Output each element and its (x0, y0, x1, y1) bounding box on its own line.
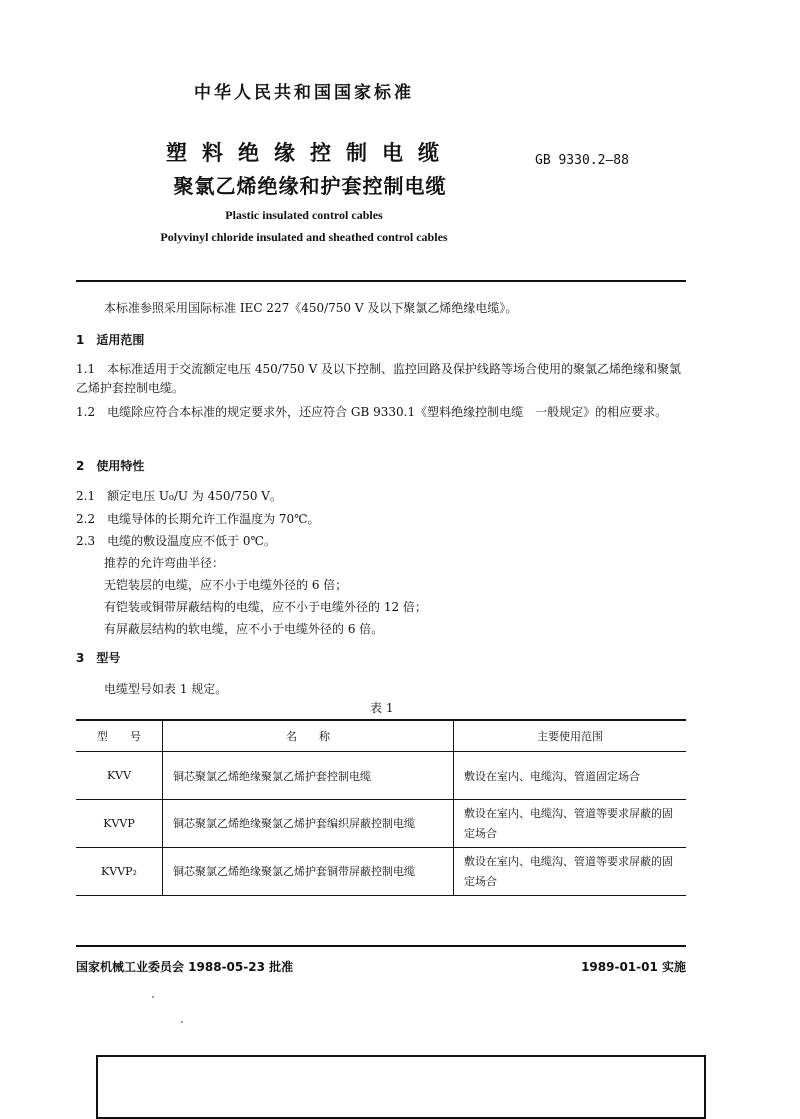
clause-2-2: 2.2 电缆导体的长期允许工作温度为 70℃。 (76, 512, 320, 526)
effective-date: 1989-01-01 实施 (581, 960, 686, 974)
clause-2-3-bend-a: 无铠装层的电缆，应不小于电缆外径的 6 倍； (104, 578, 348, 592)
section-3-text: 电缆型号如表 1 规定。 (104, 682, 228, 696)
cell-type: KVV (76, 752, 163, 800)
clause-2-1: 2.1 额定电压 U₀/U 为 450/750 V。 (76, 489, 282, 503)
clause-2-3-bend-b: 有铠装或铜带屏蔽结构的电缆，应不小于电缆外径的 12 倍； (104, 600, 427, 614)
table-header-type: 型 号 (76, 720, 163, 752)
issuing-authority: 中华人民共和国国家标准 (194, 83, 414, 103)
table-row (76, 800, 686, 848)
clause-2-3: 2.3 电缆的敷设温度应不低于 0℃。 (76, 534, 276, 548)
section-3-title: 3 型号 (76, 651, 121, 665)
title-en-main: Plastic insulated control cables (225, 208, 383, 222)
clause-2-3-bend-intro: 推荐的允许弯曲半径： (104, 556, 225, 570)
cell-name: 铜芯聚氯乙烯绝缘聚氯乙烯护套铜带屏蔽控制电缆 (163, 848, 454, 896)
cell-usage: 敷设在室内、电缆沟、管道等要求屏蔽的固定场合 (454, 848, 687, 896)
cell-type: KVVP (76, 800, 163, 848)
approval-line: 国家机械工业委员会 1988-05-23 批准 (76, 960, 294, 974)
footer-rule (76, 945, 686, 947)
table-header-usage: 主要使用范围 (454, 720, 687, 752)
intro-paragraph: 本标准参照采用国际标准 IEC 227《450/750 V 及以下聚氯乙烯绝缘电缆》。 (104, 301, 518, 315)
clause-1-2: 1.2 电缆除应符合本标准的规定要求外，还应符合 GB 9330.1《塑料绝缘控制电缆 一般规定》的相应要求。 (76, 405, 668, 419)
header-rule (76, 280, 686, 282)
title-cn-main: 塑料绝缘控制电缆 (166, 141, 454, 165)
cell-name: 铜芯聚氯乙烯绝缘聚氯乙烯护套控制电缆 (163, 752, 454, 800)
table-header-name: 名 称 (163, 720, 454, 752)
title-cn-sub: 聚氯乙烯绝缘和护套控制电缆 (173, 174, 447, 198)
table-row (76, 848, 686, 896)
table-header-row (76, 720, 686, 752)
cell-usage: 敷设在室内、电缆沟、管道固定场合 (454, 752, 687, 800)
cable-type-table (76, 719, 686, 896)
title-en-sub: Polyvinyl chloride insulated and sheathed control cables (160, 230, 448, 244)
scan-speck (181, 1021, 183, 1023)
cell-name: 铜芯聚氯乙烯绝缘聚氯乙烯护套编织屏蔽控制电缆 (163, 800, 454, 848)
table-caption: 表 1 (370, 701, 394, 715)
section-2-title: 2 使用特性 (76, 459, 145, 473)
table-row (76, 752, 686, 800)
cell-type: KVVP₂ (76, 848, 163, 896)
section-1-title: 1 适用范围 (76, 333, 145, 347)
clause-2-3-bend-c: 有屏蔽层结构的软电缆，应不小于电缆外径的 6 倍。 (104, 622, 384, 636)
clause-1-1: 1.1 本标准适用于交流额定电压 450/750 V 及以下控制、监控回路及保护线路等场合使用的聚氯乙烯绝缘和聚氯乙烯护套控制电缆。 (76, 362, 682, 395)
next-page-frame (96, 1055, 706, 1119)
scan-speck (152, 996, 154, 998)
cell-usage: 敷设在室内、电缆沟、管道等要求屏蔽的固定场合 (454, 800, 687, 848)
standard-number: GB 9330.2—88 (535, 153, 629, 168)
